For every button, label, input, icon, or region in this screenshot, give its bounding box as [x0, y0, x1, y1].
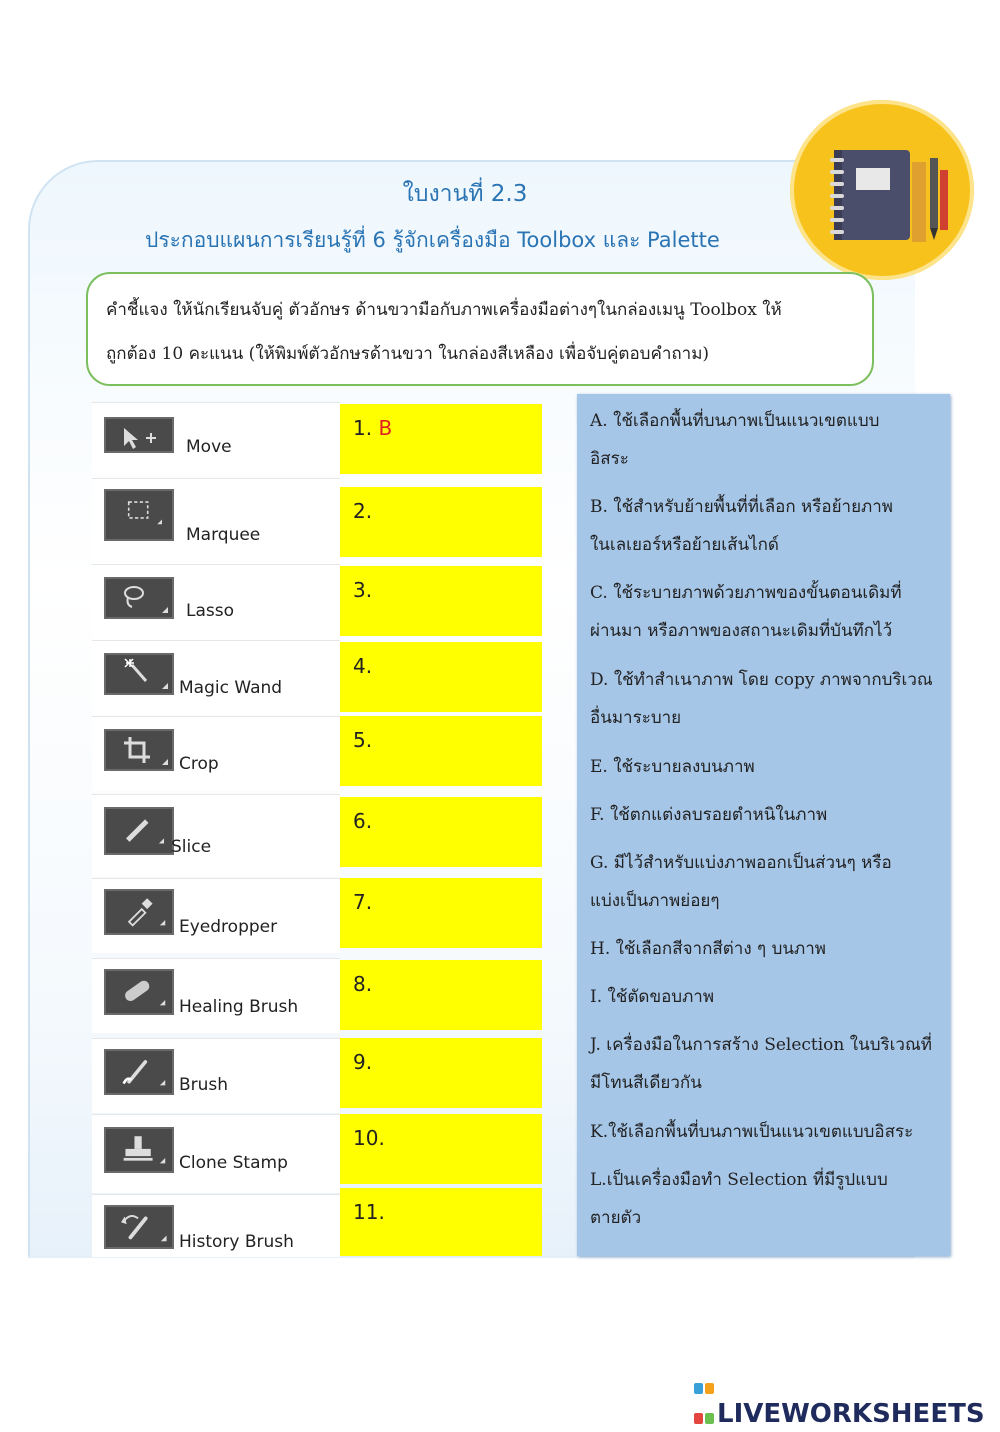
- tool-row-move: [92, 402, 340, 475]
- tool-row-brush: [92, 1038, 340, 1113]
- instructions-line: คำชี้แจง ให้นักเรียนจับคู่ ตัวอักษร ด้านขวามือกับภาพเครื่องมือต่างๆในกล่องเมนู Toolbox ให้: [106, 300, 782, 320]
- history-brush-icon: [104, 1205, 174, 1249]
- answer-box-3[interactable]: [340, 566, 542, 636]
- choice-g: G. มีไว้สำหรับแบ่งภาพออกเป็นส่วนๆ หรือ แบ่งเป็นภาพย่อยๆ: [590, 853, 892, 911]
- tool-label: Healing Brush: [179, 997, 299, 1017]
- tool-row-magic-wand: [92, 640, 340, 715]
- tool-row-clone-stamp: [92, 1114, 340, 1193]
- clone-stamp-icon: [104, 1127, 174, 1173]
- logo-mark-icon: [693, 1372, 715, 1398]
- magic-wand-icon: [104, 653, 174, 695]
- choice-i: I. ใช้ตัดขอบภาพ: [590, 987, 715, 1007]
- answer-number: 3.: [353, 578, 373, 602]
- answer-box-1[interactable]: [340, 404, 542, 474]
- answer-number: 7.: [353, 890, 373, 914]
- answer-number: 9.: [353, 1050, 373, 1074]
- tool-row-history-brush: [92, 1194, 340, 1257]
- answer-box-8[interactable]: [340, 960, 542, 1030]
- answer-number: 6.: [353, 809, 373, 833]
- choice-j: J. เครื่องมือในการสร้าง Selection ในบริเวณที่ มีโทนสีเดียวกัน: [590, 1035, 932, 1093]
- choice-b: B. ใช้สำหรับย้ายพื้นที่ที่เลือก หรือย้ายภาพ ในเลเยอร์หรือย้ายเส้นไกด์: [590, 497, 894, 555]
- eyedropper-icon: [104, 889, 174, 935]
- healing-brush-icon: [104, 969, 174, 1015]
- answer-number: 1.: [353, 416, 373, 440]
- tool-label: Marquee: [186, 525, 261, 545]
- answer-number: 5.: [353, 728, 373, 752]
- choice-f: F. ใช้ตกแต่งลบรอยตำหนิในภาพ: [590, 805, 828, 825]
- tool-label: Lasso: [186, 601, 235, 621]
- worksheet-subtitle: ประกอบแผนการเรียนรู้ที่ 6 รู้จักเครื่องมือ Toolbox และ Palette: [145, 228, 720, 252]
- tool-label: Eyedropper: [179, 917, 278, 937]
- answer-box-9[interactable]: [340, 1038, 542, 1108]
- answer-box-2[interactable]: [340, 487, 542, 557]
- choice-e: E. ใช้ระบายลงบนภาพ: [590, 757, 755, 777]
- answer-number: 2.: [353, 499, 373, 523]
- tool-label: Magic Wand: [179, 678, 283, 698]
- choice-l: L.เป็นเครื่องมือทำ Selection ที่มีรูปแบบ ตายตัว: [590, 1170, 888, 1228]
- answer-number: 4.: [353, 654, 373, 678]
- choice-h: H. ใช้เลือกสีจากสีต่าง ๆ บนภาพ: [590, 939, 826, 959]
- slice-icon: [104, 807, 174, 855]
- tool-label: Clone Stamp: [179, 1153, 288, 1173]
- tool-row-marquee: [92, 478, 340, 563]
- tool-row-lasso: [92, 564, 340, 639]
- marquee-icon: [104, 489, 174, 541]
- tool-row-eyedropper: [92, 878, 340, 953]
- liveworksheets-logo[interactable]: [693, 1372, 985, 1429]
- lasso-icon: [104, 577, 174, 619]
- brush-icon: [104, 1049, 174, 1095]
- tool-row-healing-brush: [92, 958, 340, 1033]
- choice-c: C. ใช้ระบายภาพด้วยภาพของขั้นตอนเดิมที่ ผ่านมา หรือภาพของสถานะเดิมที่บันทึกไว้: [590, 583, 902, 641]
- answer-box-4[interactable]: [340, 642, 542, 712]
- answer-box-5[interactable]: [340, 716, 542, 786]
- answer-box-10[interactable]: [340, 1114, 542, 1184]
- choice-a: A. ใช้เลือกพื้นที่บนภาพเป็นแนวเขตแบบ อิสระ: [590, 411, 880, 469]
- choice-d: D. ใช้ทำสำเนาภาพ โดย copy ภาพจากบริเวณ อื่นมาระบาย: [590, 670, 933, 728]
- answer-box-7[interactable]: [340, 878, 542, 948]
- tool-label: Move: [186, 437, 232, 457]
- tool-label: Slice: [171, 837, 212, 857]
- answer-number: 10.: [353, 1126, 385, 1150]
- instructions-line: ถูกต้อง 10 คะแนน (ให้พิมพ์ตัวอักษรด้านขวา ในกล่องสีเหลือง เพื่อจับคู่ตอบคำถาม): [106, 344, 710, 364]
- answer-box-11[interactable]: [340, 1188, 542, 1256]
- tool-label: Brush: [179, 1075, 229, 1095]
- move-icon: [104, 417, 174, 453]
- answer-number: 11.: [353, 1200, 385, 1224]
- choice-k: K.ใช้เลือกพื้นที่บนภาพเป็นแนวเขตแบบอิสระ: [590, 1122, 914, 1142]
- tool-row-crop: [92, 716, 340, 791]
- crop-icon: [104, 729, 174, 771]
- answer-box-6[interactable]: [340, 797, 542, 867]
- logo-text: LIVEWORKSHEETS: [717, 1399, 985, 1429]
- instructions-box: [86, 272, 874, 386]
- worksheet-title: ใบงานที่ 2.3: [402, 181, 528, 207]
- answer-letter: B: [378, 416, 393, 440]
- tool-label: Crop: [179, 754, 219, 774]
- tool-label: History Brush: [179, 1232, 294, 1252]
- tool-row-slice: [92, 794, 340, 877]
- answer-number: 8.: [353, 972, 373, 996]
